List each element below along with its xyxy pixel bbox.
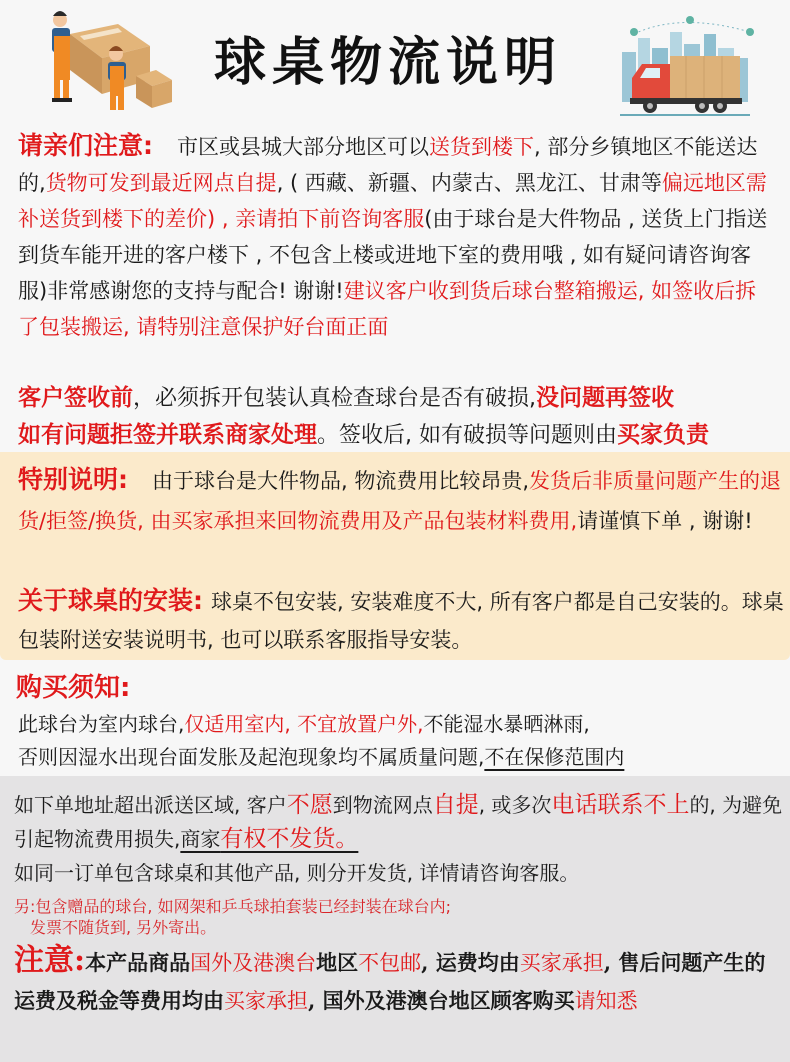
- delivery-highlight: 不愿: [286, 792, 333, 818]
- header-banner: [0, 0, 790, 120]
- delivery-text: 商家: [180, 827, 221, 851]
- special-paragraph: [18, 460, 788, 541]
- delivery-text: 如同一订单包含球桌和其他产品, 则分开发货, 详情请咨询客服。: [14, 861, 580, 885]
- purchase-paragraph: [0, 708, 790, 774]
- overseas-text: , 运费均由: [421, 950, 520, 975]
- notice-text: , 部分乡镇地区不能送达的,: [18, 135, 758, 195]
- purchase-text: 否则因湿水出现台面发胀及起泡现象均不属质量问题,: [18, 745, 485, 769]
- notice-highlight: 货物可发到最近网点自提: [45, 171, 277, 195]
- purchase-section: [0, 668, 790, 774]
- purchase-highlight: 仅适用室内, 不宜放置户外,: [184, 712, 424, 736]
- delivery-text: 的, 为避免引起物流费用损失,: [14, 793, 783, 851]
- sign-highlight: 客户签收前: [18, 385, 133, 411]
- sign-section: [0, 380, 790, 454]
- overseas-text: 本产品商品: [85, 950, 191, 975]
- notice-text: 市区或县城大部分地区可以: [177, 135, 429, 159]
- overseas-highlight: 不包邮: [358, 951, 422, 975]
- overseas-highlight: 买家承担: [224, 989, 308, 1013]
- special-highlight: 发货后非质量问题产生的退货/拒签/换货, 由买家承担来回物流费用及产品包装材料费用,: [18, 469, 782, 533]
- sign-highlight: 买家负责: [617, 422, 709, 448]
- notice-text: (由于球台是大件物品 , 送货上门指送到货车能开进的客户楼下 , 不包含上楼或进地下室的费用哦 , 如有疑问请咨询客服)非常感谢您的支持与配合! 谢谢!: [18, 207, 768, 303]
- movers-carrying-box-icon: [40, 6, 180, 116]
- sign-highlight: 如有问题拒签并联系商家处理: [18, 422, 317, 448]
- delivery-terms-panel: [0, 776, 790, 1062]
- install-paragraph: [18, 582, 788, 659]
- delivery-truck-city-icon: [610, 12, 760, 117]
- overseas-paragraph: [14, 942, 784, 1020]
- sign-text: 。签收后, 如有破损等问题则由: [317, 423, 617, 448]
- delivery-highlight: 电话联系不上: [551, 792, 690, 818]
- delivery-text: 如下单地址超出派送区域, 客户: [14, 793, 287, 817]
- invoice-line: 发票不随货到, 另外寄出。: [30, 918, 217, 937]
- delivery-paragraph: [14, 788, 784, 890]
- warranty-exclusion: 不在保修范围内: [484, 745, 625, 769]
- sign-text: ，必须拆开包装认真检查球台是否有破损,: [133, 386, 536, 411]
- notice-heading: 请亲们注意:: [18, 131, 153, 160]
- special-heading: 特别说明:: [18, 465, 128, 494]
- overseas-highlight: 国外及港澳台: [190, 951, 317, 975]
- install-text: 球桌不包安装, 安装难度不大, 所有客户都是自己安装的。球桌包装附送安装说明书, 也可以联系客服指导安装。: [18, 590, 784, 652]
- delivery-highlight: 有权不发货。: [220, 826, 359, 852]
- overseas-text: , 售后问题产生的运费及税金等费用均由: [14, 950, 766, 1013]
- merchant-rights: [180, 827, 358, 851]
- gift-line: 另:包含赠品的球台, 如网架和乒乓球拍套装已经封装在球台内;: [14, 897, 451, 916]
- sign-highlight: 没问题再签收: [536, 385, 674, 411]
- notice-highlight: 偏远地区需补送货到楼下的差价) , 亲请拍下前咨询客服: [18, 171, 767, 231]
- notice-text: , ( 西藏、新疆、内蒙古、黑龙江、甘肃等: [276, 171, 662, 195]
- special-text: 由于球台是大件物品, 物流费用比较昂贵,: [152, 469, 530, 493]
- special-text: 请谨慎下单 , 谢谢!: [577, 509, 753, 533]
- purchase-text: 此球台为室内球台,: [18, 712, 185, 736]
- overseas-heading: 注意:: [14, 943, 86, 978]
- overseas-highlight: 请知悉: [574, 989, 638, 1013]
- install-heading: 关于球桌的安装:: [18, 586, 203, 615]
- delivery-highlight: 自提: [432, 792, 479, 818]
- sign-paragraph: [0, 380, 790, 454]
- notice-highlight: 送货到楼下: [429, 135, 534, 159]
- page-title: 球桌物流说明: [214, 33, 563, 93]
- notice-section: [0, 128, 790, 345]
- notice-highlight: 建议客户收到货后球台整箱搬运, 如签收后拆了包装搬运, 请特别注意保护好台面正面: [18, 279, 757, 339]
- gift-note: [14, 896, 451, 938]
- overseas-text: , 国外及港澳台地区顾客购买: [308, 988, 575, 1013]
- delivery-text: , 或多次: [478, 793, 552, 817]
- special-notes-panel: [0, 452, 790, 660]
- overseas-highlight: 买家承担: [519, 951, 604, 975]
- overseas-text: 地区: [316, 950, 359, 975]
- delivery-text: 到物流网点: [332, 793, 433, 817]
- notice-paragraph: [0, 128, 790, 345]
- purchase-heading: 购买须知:: [16, 673, 131, 703]
- purchase-text: 不能湿水暴晒淋雨,: [423, 712, 590, 736]
